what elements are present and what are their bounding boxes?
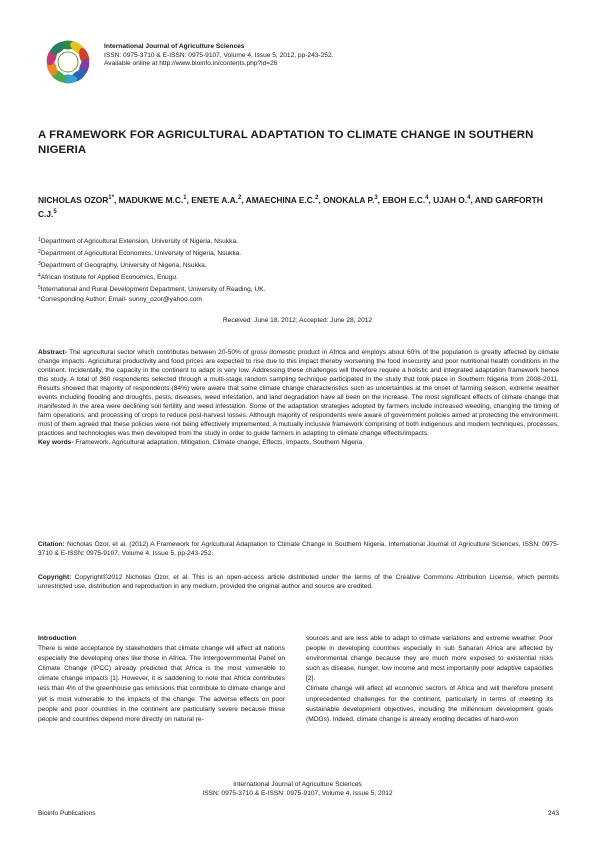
copyright [38,573,559,592]
author-affiliation-mark: 2 [315,195,319,201]
journal-logo [36,30,100,94]
footer-journal-info [0,780,595,798]
author-separator: , [428,194,434,205]
body-paragraph: There is wide acceptance by stakeholders that climate change will affect all nations especially the developing ones like those in Africa. The Intergovernmental Panel on Climate Change (IPCC) already predicted that Africa is the most vulnerable to climate change impacts [1]. However, it is saddening to note that Africa contributes less than 4% of the greenhouse gas emissions that contribute to climate change and yet is most vulnerable to the impacts of the change. The adverse effects on poor people and poor countries in the continent are particularly severe because these people and countries depend more directly on natural re- [38,645,285,723]
author-separator: , [377,194,383,205]
author-name: ONOKALA P. [323,194,375,205]
journal-online-link[interactable]: Available online at http://www.bioinfo.in/contents.php?id=26 [104,60,278,68]
author-affiliation-mark: 4 [467,195,471,201]
affiliation-line [38,295,563,305]
affiliation-mark: 5 [38,285,41,292]
article-title: A FRAMEWORK FOR AGRICULTURAL ADAPTATION TO CLIMATE CHANGE IN SOUTHERN NIGERIA [38,129,534,156]
affiliation-line [38,271,563,283]
author-separator: , AND [470,194,496,205]
affiliation-line [38,259,563,271]
body-paragraph: sources and are less able to adapt to climate variations and extreme weather. Poor people in developing countries especially in sub Saharan Africa are affected by environmental change because they are much more exposed to existential risks such as disease, hunger, low income and most importantly poor adaptive capacities [2]. [306,635,553,683]
abstract [38,349,559,447]
author-list [38,192,563,221]
copyright-text: Copyright©2012 Nicholas Ozor, et al. This is an open-access article distributed under the terms of the Creative Commons Attribution License, which permits unrestricted use, distribution and reproduction in any medium, provided the original author and source are credited. [38,574,559,591]
affiliation-mark: 4 [38,273,41,280]
author-affiliation-mark: 4 [425,195,429,201]
affiliation-text: International and Rural Development Department, University of Reading, UK. [40,286,266,294]
affiliation-text: Department of Agricultural Economics, University of Nigeria, Nsukka. [40,250,242,258]
author-separator: , [241,194,246,205]
author-affiliation-mark: 5 [53,209,57,216]
keywords-label: Key words- [38,438,74,446]
received-accepted-dates: Received: June 18, 2012; Accepted: June 28, 2012 [222,317,373,324]
citation-label: Citation: [38,541,65,548]
author-name: AMAECHINA E.C. [245,194,316,205]
author-name: EBOH E.C. [382,194,426,205]
author-name: MADUKWE M.C. [118,194,184,205]
body-column-left [38,634,285,725]
keywords-text: Framework, Agricultural adaptation, Mitigation, Climate change, Effects, Impacts, Southern Nigeria. [73,438,365,446]
author-separator: , [318,194,324,205]
journal-name: International Journal of Agriculture Sciences [104,43,245,50]
affiliation-text: *Corresponding Author: Email- sunny_ozor@yahoo.com [38,296,202,304]
affiliation-text: Department of Geography, University of Nigeria, Nsukka. [40,262,207,270]
journal-issn: ISSN: 0975-3710 & E-ISSN: 0975-9107, Volume 4, Issue 5, 2012, pp-243-252. [104,51,334,59]
journal-header [104,43,524,69]
author-name: UJAH O. [433,194,468,205]
author-name: ENETE A.A. [191,194,238,205]
affiliation-text: Department of Agricultural Extension, University of Nigeria, Nsukka. [40,238,238,245]
affiliation-line [38,283,563,295]
introduction-heading: Introduction [38,635,77,642]
logo-ring [45,39,91,84]
affiliation-mark: 2 [38,249,41,256]
author-affiliation-mark: 2 [237,195,242,201]
affiliation-line [38,235,563,247]
author-separator: , [113,194,119,205]
abstract-text: The agricultural sector which contributes between 20-50% of gross domestic product in Africa and employs about 60% of the population is greatly affected by climate change impacts. Agricultural productivity and food prices are expected to rise due to this impact thereby worsening the food insecurity and poor nutritional health conditions in the continent. Incidentally, the capacity in the continent to adapt is very low. Addressing these challenges will therefore require a holistic and integrated adaptation framework hence this study. A total of 360 respondents selected through a multi-stage random sampling technique participated in the study that took place in Southern Nigeria from 2008-2011. Results showed that majority of respondents (84%) were aware that some climate change characteristics such as uncertainties at the onset of farming season, extreme weather events including flooding and droughts, pests, diseases, weed infestation, and land degradation have all been on the increase. The most significant effects of climate change that manifested in the area were declining soil fertility and weed infestation. Some of the adaptation strategies adopted by farmers include increased weeding, changing the timing of farm operations, and processing of crops to reduce post-harvest losses. Although majority of respondents were aware of government policies aimed at protecting the environment, most of them agreed that these policies were not being effectively implemented. A mutually inclusive framework comprising of both indigenous and modern techniques, processes, practices and technologies was then developed from the study in order to guide farmers in adapting to climate change effects/impacts. [38,349,559,437]
footer-journal-name: International Journal of Agriculture Sciences [233,781,362,788]
abstract-label: Abstract- [38,349,67,356]
affiliation-list [38,235,563,306]
author-name: GARFORTH C.J. [38,194,543,220]
author-name: NICHOLAS OZOR [38,194,109,205]
body-column-right [306,634,553,725]
citation-text: Nicholas Ozor, et al. (2012) A Framework for Agricultural Adaptation to Climate Change in Southern Nigeria. International Journal of Agriculture Sciences, ISSN: 0975-3710 & E-ISSN: 0975-9107, Volume 4, Issue 5, pp-243-252. [38,541,559,558]
author-affiliation-mark: 1 [183,195,187,201]
publisher-name: Bioinfo Publications [38,810,96,817]
citation [38,540,559,559]
body-paragraph: Climate change will affect all economic sectors of Africa and will therefore present unprecedented challenges for the continent, particularly in terms of meeting its sustainable development objectives, including the millennium development goals (MDGs). Indeed, climate change is already eroding decades of hard-won [306,685,553,723]
author-affiliation-mark: 1* [108,195,114,201]
copyright-label: Copyright: [38,574,72,581]
affiliation-mark: 3 [38,261,41,268]
page-number: 243 [547,810,559,817]
affiliation-text: African Institute for Applied Economics, Enugu. [40,274,178,282]
author-separator: , [186,194,192,205]
footer-journal-issn: ISSN: 0975-3710 & E-ISSN: 0975-9107, Volume 4, Issue 5, 2012 [202,790,393,798]
affiliation-line [38,247,563,259]
affiliation-mark: 1 [38,237,41,243]
author-affiliation-mark: 3 [374,195,378,201]
